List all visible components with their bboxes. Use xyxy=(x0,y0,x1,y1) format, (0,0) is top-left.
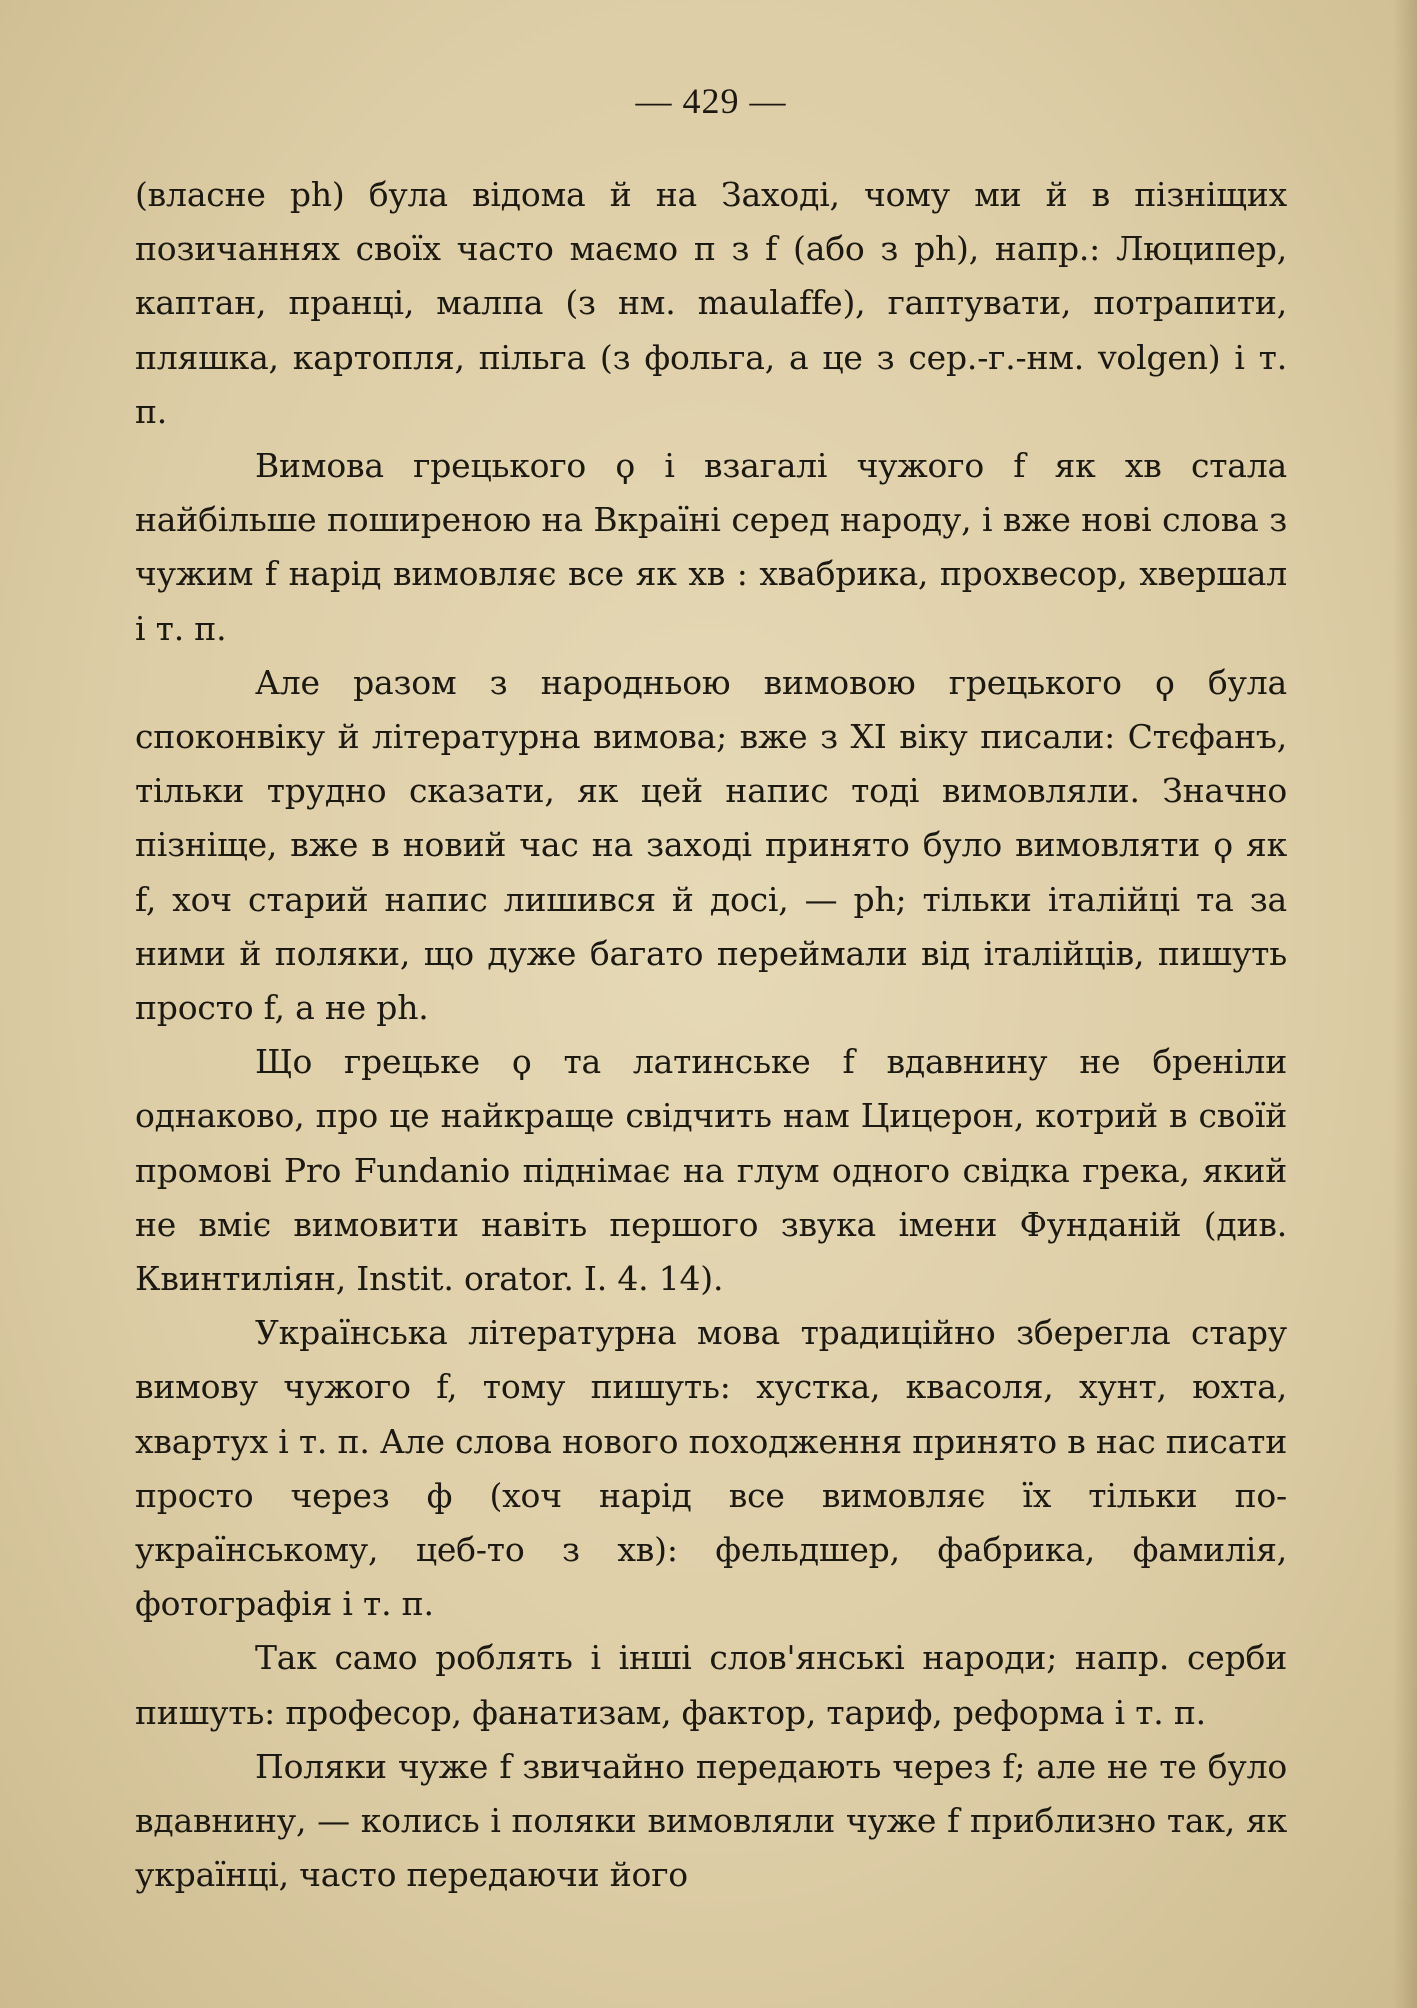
page-fold-shadow xyxy=(1393,0,1417,2008)
paragraph-6: Так само роблять і інші слов'янські народи; напр. серби пишуть: професор, фанатизам, фактор, тариф, реформа і т. п. xyxy=(135,1638,1287,1732)
body-text xyxy=(135,168,1287,1903)
paragraph-4: Що грецьке ϙ та латинське f вдавнину не бреніли однаково, про це найкраще свідчить нам Цицерон, котрий в своїй промові Pro Fundanio піднімає на глум одного свідка грека, який не вміє вимовити навіть першого звука імени Фунданій (див. Квинтиліян, Instit. orator. I. 4. 14). xyxy=(135,1042,1287,1299)
page-number: — 429 — xyxy=(635,81,787,121)
paragraph-7: Поляки чуже f звичайно передають через f; але не те було вдавнину, — колись і поляки вимовляли чуже f приблизно так, як українці, часто передаючи його xyxy=(135,1746,1287,1895)
paragraph-2: Вимова грецького ϙ і взагалі чужого f як хв стала найбільше поширеною на Вкраїні серед народу, і вже нові слова з чужим f нарід вимовляє все як хв : хвабрика, прохвесор, хвершал і т. п. xyxy=(135,446,1287,648)
paragraph-5: Українська літературна мова традиційно зберегла стару вимову чужого f, тому пишуть: хустка, квасоля, хунт, юхта, хвартух і т. п. Але слова нового походження принято в нас писати просто через ф (хоч нарід все вимовляє їх тільки по-українському, цеб-то з хв): фельдшер, фабрика, фамилія, фотографія і т. п. xyxy=(135,1313,1287,1624)
paragraph-3: Але разом з народньою вимовою грецького ϙ була споконвіку й літературна вимова; вже з XI віку писали: Стєфанъ, тільки трудно сказати, як цей напис тоді вимовляли. Значно пізніще, вже в новий час на заході принято було вимовляти ϙ як f, хоч старий напис лишився й досі, — ph; тільки італійці та за ними й поляки, що дуже багато переймали від італійців, пишуть просто f, а не ph. xyxy=(135,662,1287,1028)
paragraph-1: (власне ph) була відома й на Заході, чому ми й в пізніщих позичаннях своїх часто маємо п з f (або з ph), напр.: Люципер, каптан, пранці, малпа (з нм. maulaffe), гаптувати, потрапити, пляшка, картопля, пільга (з фольга, а це з сер.-г.-нм. volgen) і т. п. xyxy=(135,175,1287,431)
